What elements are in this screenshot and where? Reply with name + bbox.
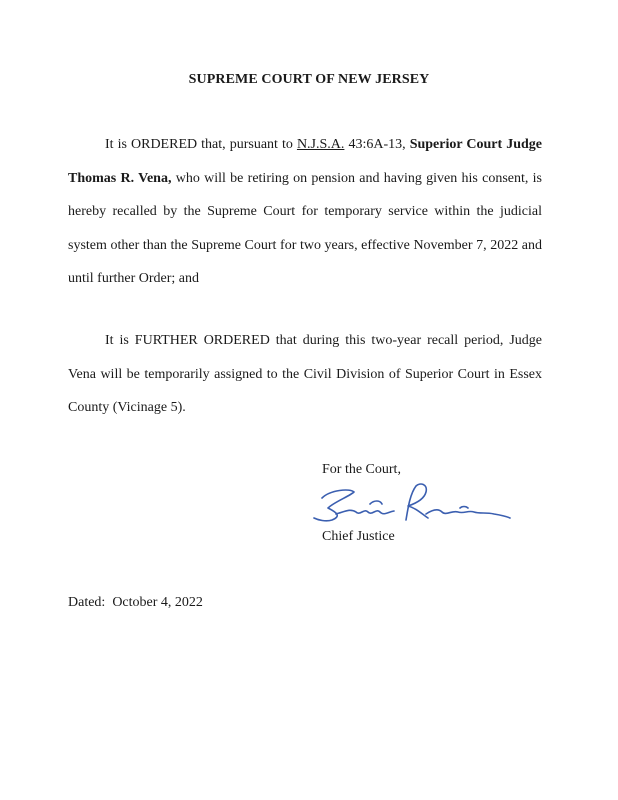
order-paragraph-2: It is FURTHER ORDERED that during this two-year recall period, Judge Vena will be temporarily assigned to the Civil Division of Superior Court in Essex County (Vicinage 5). (68, 333, 542, 415)
judge-name: Superior Court Judge Thomas R. Vena, (68, 137, 542, 186)
order-paragraph-1 (68, 128, 542, 296)
signature-image (310, 478, 515, 528)
statute-citation: N.J.S.A. (296, 137, 345, 152)
paragraph-1-text-b: 43:6A-13, (344, 137, 410, 152)
paragraph-1-text-a: It is ORDERED that, pursuant to (105, 137, 297, 152)
document-title: SUPREME COURT OF NEW JERSEY (188, 72, 430, 87)
paragraph-1-text-c: who will be retiring on pension and having given his consent, is hereby recalled by the Supreme Court for temporary service within the judicial system other than the Supreme Court for two years, effective November 7, 2022 and until further Order; and (68, 170, 542, 286)
for-the-court-label: For the Court, (322, 462, 401, 477)
chief-justice-label: Chief Justice (322, 529, 395, 544)
dated-line: Dated: October 4, 2022 (68, 595, 203, 610)
